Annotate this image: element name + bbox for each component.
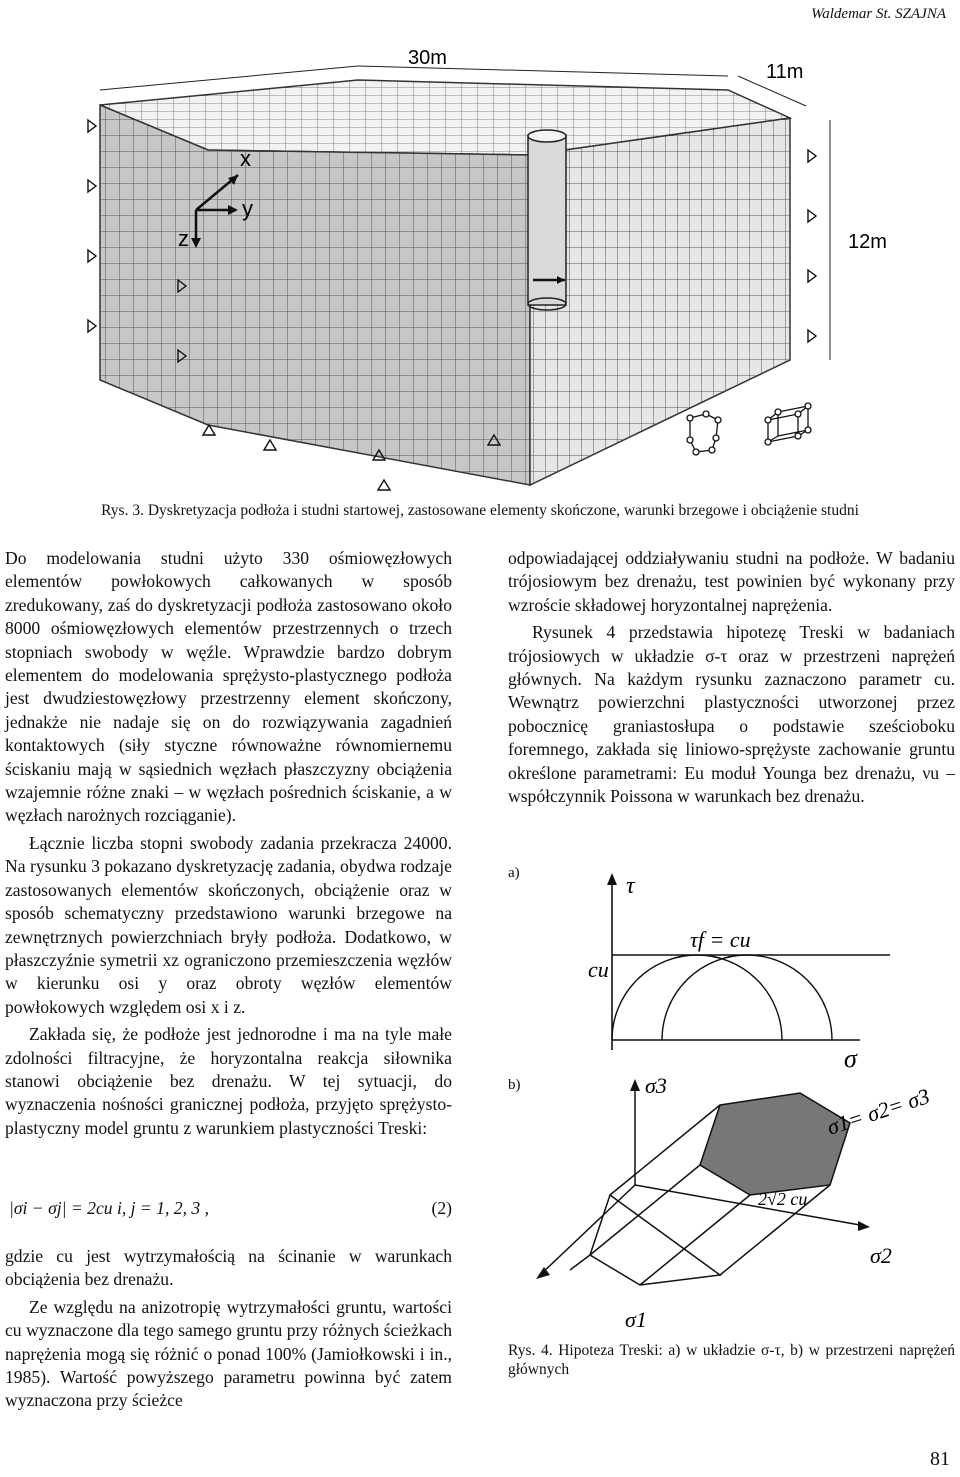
paragraph: Zakłada się, że podłoże jest jednorodne i ma na tyle małe zdolności filtracyjne, że horyzontalna reakcja siłownika stanowi obciążenie bez drenażu. W tej sytuacji, do wyznaczenia nośności granicznej podłoża, przyjęto sprężysto-plastyczny model gruntu z warunkiem plastyczności Treski: xyxy=(5,1024,452,1138)
running-header-author: Waldemar St. SZAJNA xyxy=(811,6,946,22)
axis-z-label: z xyxy=(178,226,189,251)
dim-height: 12m xyxy=(848,231,887,253)
paragraph: Ze względu na anizotropię wytrzymałości gruntu, wartości cu wyznaczone dla tego samego gruntu przy różnych ścieżkach naprężenia mogą się różnić o ponad 100% (Jamiołkowski i in., 1985). Wartość powyższego parametru powinna być zatem wyznaczona przy ścieżce xyxy=(5,1296,452,1411)
tau-label: τ xyxy=(626,873,635,899)
figure-4b-tresca-prism xyxy=(530,1065,940,1340)
paragraph: Rysunek 4 przedstawia hipotezę Treski w badaniach trójosiowych w układzie σ-τ oraz w przestrzeni naprężeń głównych. Na każdym rysunku zaznaczono parametr cu. Wewnątrz powierzchni plastyczności utworzonej przez pobocznicę graniastosłupa o podstawie sześcioboku foremnego, zakłada się liniowo-sprężyste zachowanie gruntu określone parametrami: Eu moduł Younga bez drenażu, νu – współczynnik Poissona w warunkach bez drenażu. xyxy=(508,622,955,807)
sigma3-label: σ3 xyxy=(645,1073,667,1098)
figure-4a-mohr-circles xyxy=(560,855,900,1070)
figure-3-caption: Rys. 3. Dyskretyzacja podłoża i studni startowej, zastosowane elementy skończone, warunki brzegowe i obciążenie studni xyxy=(101,502,859,519)
dim-length: 30m xyxy=(408,47,447,69)
right-column xyxy=(508,547,955,812)
paragraph: Do modelowania studni użyto 330 ośmiowęzłowych elementów powłokowych całkowanych w sposób zredukowany, zaś do dyskretyzacji podłoża zastosowano około 8000 ośmiowęzłowych elementów przestrzennych o trzech stopniach swobody w węźle. Wprawdzie bardzo dobrym elementem do modelowania sprężysto-plastycznego podłoża jest dwudziestowęzłowy przestrzenny element skończony, jednakże nie nadaje się on do rozwiązywania zagadnień kontaktowych (siły styczne równoważne równomiernemu ściskaniu mają w sąsiednich węzłach płaszczyzny obciążenia wzajemnie różne znaki – w węzłach pośrednich ściskanie, a w węzłach narożnych rozciąganie). xyxy=(5,548,452,826)
left-column-continued xyxy=(5,1245,452,1417)
tau-f-label: τf = cu xyxy=(690,927,751,952)
paragraph: Łącznie liczba stopni swobody zadania przekracza 24000. Na rysunku 3 pokazano dyskretyzację zadania, obydwa rodzaje zastosowanych elementów skończonych, obciążenie oraz w sposób schematyczny przedstawiono warunki brzegowe na zewnętrznych powierzchniach bryły podłoża. Dodatkowo, w płaszczyźnie symetrii xz ograniczono przemieszczenia węzłów w kierunku osi y oraz obroty węzłów elementów powłokowych względem osi x i z. xyxy=(5,832,452,1017)
sigma2-label: σ2 xyxy=(870,1243,892,1268)
equation-number: (2) xyxy=(431,1198,452,1218)
page-number: 81 xyxy=(930,1448,950,1470)
equation-2 xyxy=(5,1194,452,1224)
equation-expression: |σi − σj| = 2cu i, j = 1, 2, 3 , xyxy=(9,1198,209,1218)
paragraph: gdzie cu jest wytrzymałością na ścinanie w warunkach obciążenia bez drenażu. xyxy=(5,1246,452,1290)
sigma1-label: σ1 xyxy=(625,1307,647,1332)
sqrt-label: 2√2 cu xyxy=(758,1189,808,1209)
sigma-label: σ xyxy=(844,1044,857,1070)
axis-y-label: y xyxy=(242,196,253,221)
dim-width: 11m xyxy=(766,61,804,83)
cu-label: cu xyxy=(588,957,609,982)
figure-3-mesh xyxy=(78,40,938,500)
figure-4b-label: b) xyxy=(508,1077,521,1093)
figure-4-caption: Rys. 4. Hipoteza Treski: a) w układzie σ-τ, b) w przestrzeni naprężeń głównych xyxy=(508,1342,955,1378)
paragraph: odpowiadającej oddziaływaniu studni na podłoże. W badaniu trójosiowym bez drenażu, test powinien być wykonany przy wzroście składowej horyzontalnej naprężenia. xyxy=(508,548,955,615)
axis-x-label: x xyxy=(240,146,251,171)
left-column xyxy=(5,547,452,1144)
diagonal-label: σ1= σ2= σ3 xyxy=(823,1083,933,1140)
figure-4a-label: a) xyxy=(508,865,520,881)
